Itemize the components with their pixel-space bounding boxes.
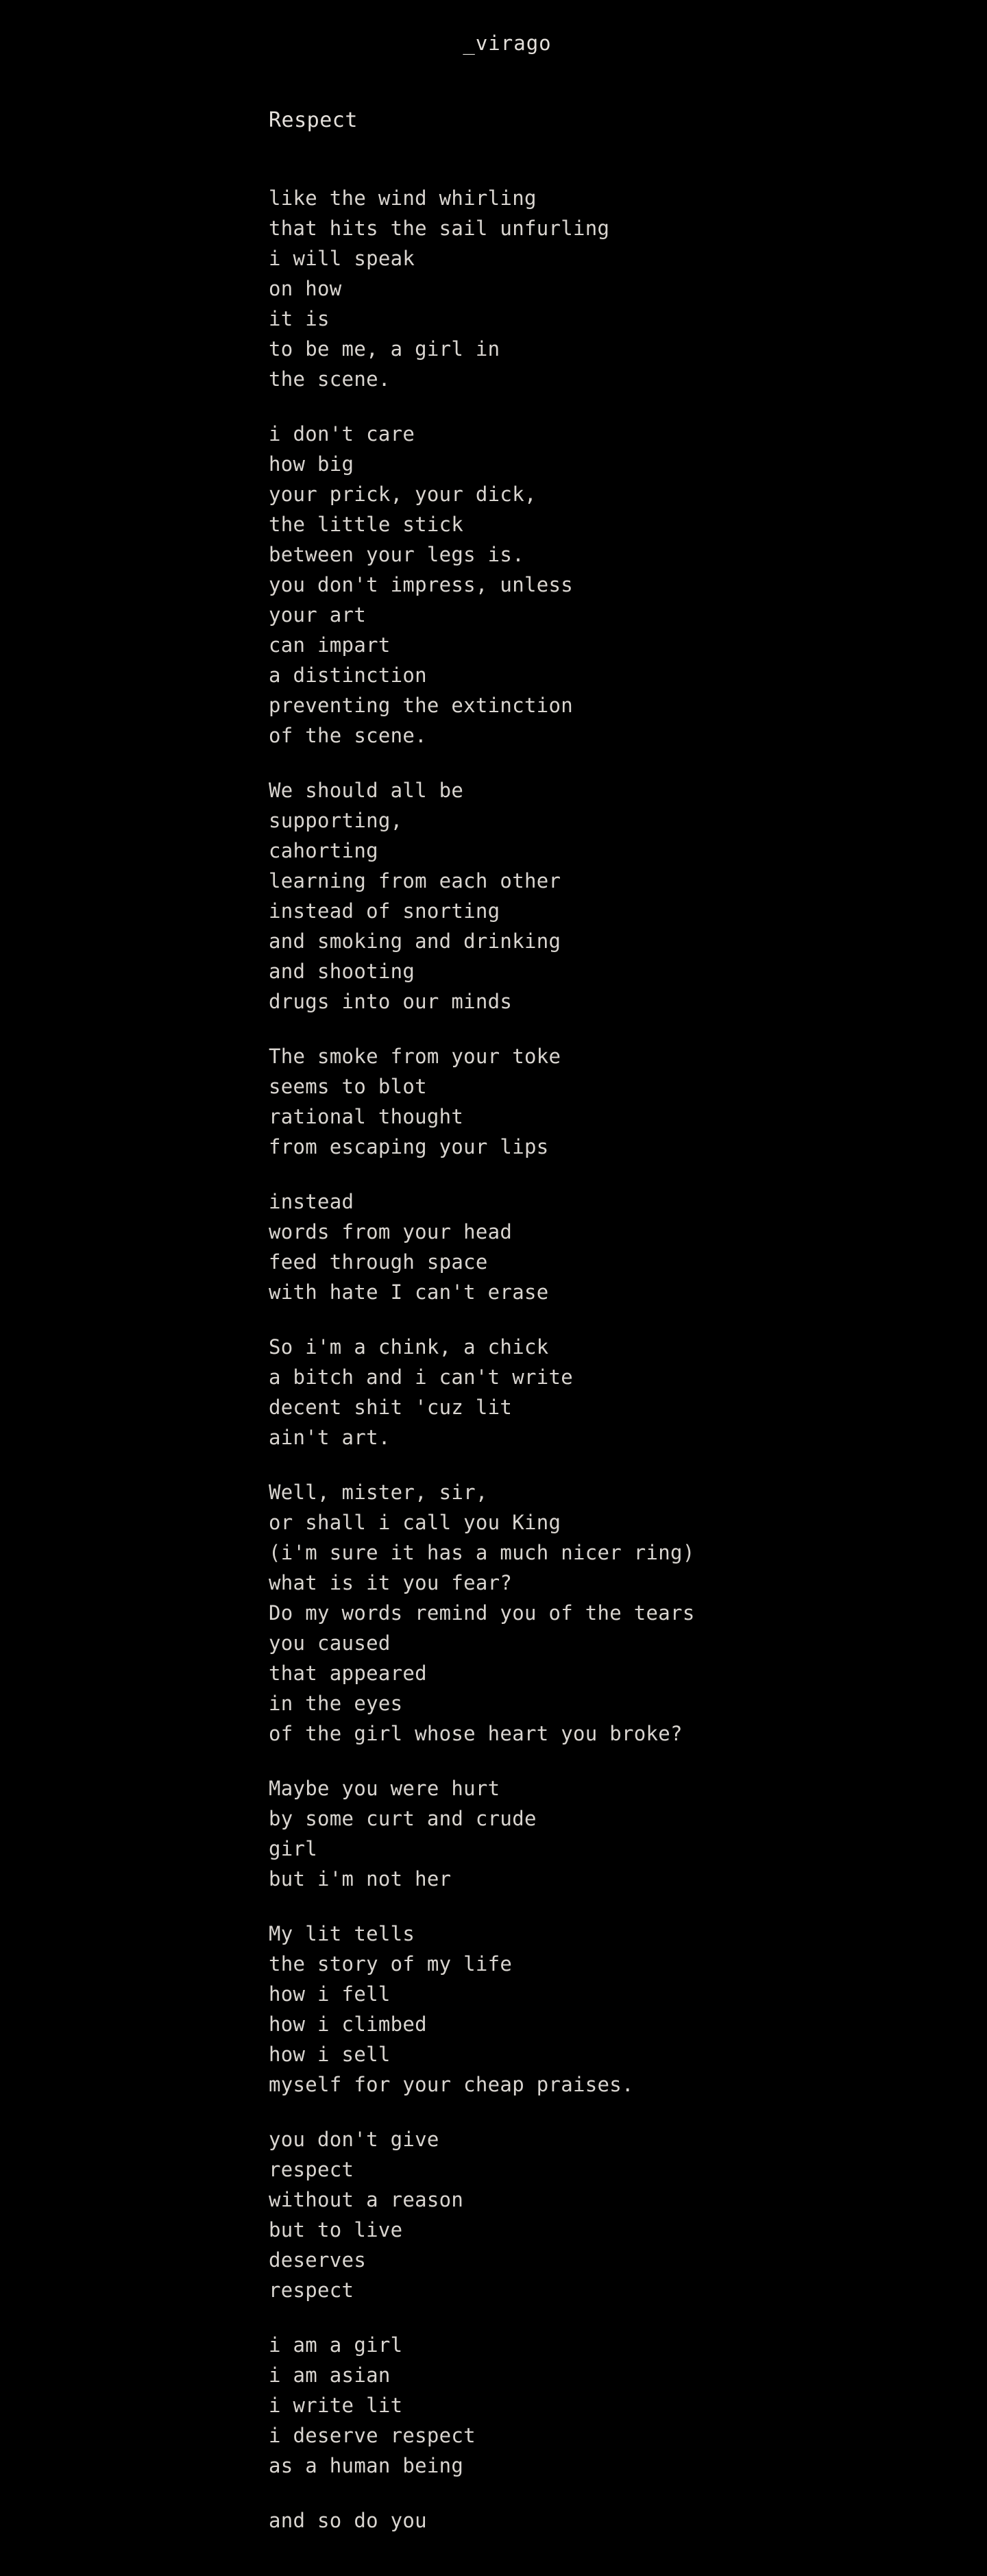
poem-line: your art: [269, 603, 367, 627]
poem-line: myself for your cheap praises.: [269, 2073, 634, 2096]
poem-line: you don't give: [269, 2128, 439, 2151]
poem-line: i don't care: [269, 422, 415, 446]
poem-line: seems to blot: [269, 1075, 427, 1098]
poem-stanza: [269, 1332, 946, 1453]
page-title: Respect: [269, 108, 358, 132]
poem-line: and smoking and drinking: [269, 929, 561, 953]
poem-line: but to live: [269, 2218, 403, 2241]
poem-line: cahorting: [269, 839, 378, 862]
poem-line: a distinction: [269, 664, 427, 687]
poem-line: girl: [269, 1837, 318, 1860]
poem-line: as a human being: [269, 2454, 464, 2477]
poem-container: [269, 55, 946, 2536]
poem-line: preventing the extinction: [269, 694, 573, 717]
poem-line: the story of my life: [269, 1952, 513, 1976]
poem-line: or shall i call you King: [269, 1511, 561, 1534]
poem-line: can impart: [269, 633, 391, 657]
poem-line: feed through space: [269, 1250, 488, 1274]
poem-line: Maybe you were hurt: [269, 1777, 500, 1800]
poem-line: it is: [269, 307, 330, 330]
poem-line: drugs into our minds: [269, 990, 513, 1013]
poem-line: by some curt and crude: [269, 1807, 537, 1830]
poem-line: The smoke from your toke: [269, 1045, 561, 1068]
poem-line: like the wind whirling: [269, 186, 537, 210]
poem-line: respect: [269, 2279, 354, 2302]
poem-line: Well, mister, sir,: [269, 1481, 488, 1504]
poem-stanza: [269, 775, 946, 1017]
site-title: _virago: [463, 32, 552, 55]
poem-stanza: [269, 1477, 946, 1749]
poem-line: to be me, a girl in: [269, 337, 500, 361]
poem-line: instead of snorting: [269, 899, 500, 923]
poem-line: We should all be: [269, 779, 464, 802]
poem-line: and shooting: [269, 960, 415, 983]
poem-line: of the girl whose heart you broke?: [269, 1722, 683, 1745]
poem-line: decent shit 'cuz lit: [269, 1396, 513, 1419]
poem-body: [269, 183, 946, 2536]
poem-line: with hate I can't erase: [269, 1280, 549, 1304]
poem-line: how i climbed: [269, 2013, 427, 2036]
poem-stanza: [269, 183, 946, 394]
poem-line: learning from each other: [269, 869, 561, 892]
poem-line: i write lit: [269, 2394, 403, 2417]
poem-line: of the scene.: [269, 724, 427, 747]
poem-stanza: [269, 1773, 946, 1894]
poem-line: respect: [269, 2158, 354, 2181]
poem-line: My lit tells: [269, 1922, 415, 1945]
poem-line: but i'm not her: [269, 1867, 452, 1891]
poem-line: that hits the sail unfurling: [269, 217, 610, 240]
poem-line: how big: [269, 452, 354, 476]
poem-line: your prick, your dick,: [269, 483, 537, 506]
poem-line: on how: [269, 277, 342, 300]
poem-stanza: [269, 1187, 946, 1307]
poem-line: i will speak: [269, 247, 415, 270]
poem-line: a bitch and i can't write: [269, 1365, 573, 1389]
poem-line: the scene.: [269, 367, 391, 391]
poem-stanza: [269, 1041, 946, 1162]
poem-line: that appeared: [269, 1662, 427, 1685]
poem-line: between your legs is.: [269, 543, 524, 566]
poem-line: you caused: [269, 1631, 391, 1655]
poem-line: how i sell: [269, 2043, 391, 2066]
poem-stanza: [269, 2124, 946, 2305]
poem-line: how i fell: [269, 1982, 391, 2006]
poem-line: supporting,: [269, 809, 403, 832]
poem-line: words from your head: [269, 1220, 513, 1243]
poem-line: instead: [269, 1190, 354, 1213]
poem-line: rational thought: [269, 1105, 464, 1128]
poem-line: ain't art.: [269, 1426, 391, 1449]
poem-line: i am a girl: [269, 2333, 403, 2357]
poem-line: i am asian: [269, 2364, 391, 2387]
page-header: [0, 0, 987, 55]
poem-line: in the eyes: [269, 1692, 403, 1715]
poem-line: Do my words remind you of the tears: [269, 1601, 695, 1625]
poem-stanza: [269, 2505, 946, 2536]
poem-line: So i'm a chink, a chick: [269, 1335, 549, 1359]
poem-line: you don't impress, unless: [269, 573, 573, 596]
poem-line: and so do you: [269, 2509, 427, 2532]
poem-line: (i'm sure it has a much nicer ring): [269, 1541, 695, 1564]
poem-stanza: [269, 419, 946, 751]
poem-line: without a reason: [269, 2188, 464, 2211]
poem-line: the little stick: [269, 513, 464, 536]
poem-line: from escaping your lips: [269, 1135, 549, 1158]
poem-stanza: [269, 1919, 946, 2100]
poem-stanza: [269, 2330, 946, 2481]
poem-line: what is it you fear?: [269, 1571, 513, 1594]
poem-line: deserves: [269, 2248, 367, 2272]
poem-line: i deserve respect: [269, 2424, 476, 2447]
